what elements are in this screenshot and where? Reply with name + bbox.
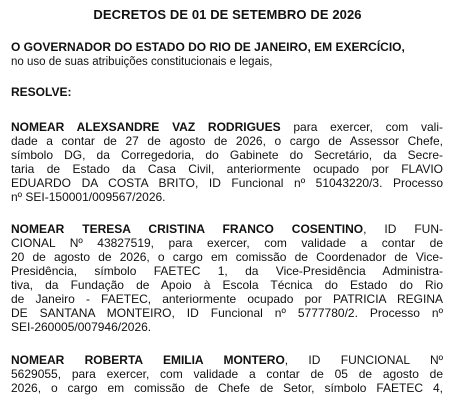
decree-3-first-line xyxy=(11,353,443,367)
decree-2-text-5: de Janeiro - FAETEC, anteriormente ocupado por PATRICIA REGINA xyxy=(11,292,443,306)
decree-1-text-3: taria de Estado da Casa Civil, anteriormente ocupado por FLAVIO xyxy=(11,162,443,176)
decree-3-text-0: , ID FUNCIONAL Nº xyxy=(284,353,443,367)
decree-2-text-1: CIONAL Nº 43827519, para exercer, com validade a contar de xyxy=(11,236,443,250)
preamble-heading: O GOVERNADOR DO ESTADO DO RIO DE JANEIRO, EM EXERCÍCIO, xyxy=(11,40,405,54)
decree-2-text-2: 20 de agosto de 2026, o cargo em comissão de Coordenador de Vice- xyxy=(11,250,443,264)
decree-3-text-2: 2026, o cargo em comissão de Chefe de Setor, símbolo FAETEC 4, xyxy=(11,381,443,395)
decree-2-text-6: DE SANTANA MONTEIRO, ID Funcional nº 5777780/2. Processo nº xyxy=(11,306,443,320)
decree-1-text-5: nº SEI-150001/009567/2026. xyxy=(11,190,166,204)
decree-1-text-0: para exercer, com vali- xyxy=(280,120,443,134)
decree-1-name: NOMEAR ALEXSANDRE VAZ RODRIGUES xyxy=(11,120,281,134)
decree-2-first-line xyxy=(11,222,443,236)
decree-3-text-1: 5629055, para exercer, com validade a contar de 05 de agosto de xyxy=(11,367,443,381)
decree-1-text-1: dade a contar de 27 de agosto de 2026, o cargo de Assessor Chefe, xyxy=(11,134,443,148)
decree-2-text-0: , ID FUN- xyxy=(363,222,443,236)
decree-2-text-3: Presidência, símbolo FAETEC 1, da Vice-Presidência Administra- xyxy=(11,264,443,278)
preamble-text: no uso de suas atribuições constitucionais e legais, xyxy=(11,56,273,68)
decree-1-text-2: símbolo DG, da Corregedoria, do Gabinete do Secretário, da Secre- xyxy=(11,148,443,162)
document-title: DECRETOS DE 01 DE SETEMBRO DE 2026 xyxy=(93,7,362,22)
decree-2-text-7: SEI-260005/007946/2026. xyxy=(11,320,152,334)
decree-2-name: NOMEAR TERESA CRISTINA FRANCO COSENTINO xyxy=(11,222,364,236)
decree-1-text-4: EDUARDO DA COSTA BRITO, ID Funcional nº 51043220/3. Processo xyxy=(11,176,443,190)
resolve-heading: RESOLVE: xyxy=(11,85,72,99)
decree-2-text-4: tiva, da Fundação de Apoio à Escola Técnica do Estado do Rio xyxy=(11,278,443,292)
decree-1-first-line xyxy=(11,120,443,134)
decree-3-name: NOMEAR ROBERTA EMILIA MONTERO xyxy=(11,353,285,367)
